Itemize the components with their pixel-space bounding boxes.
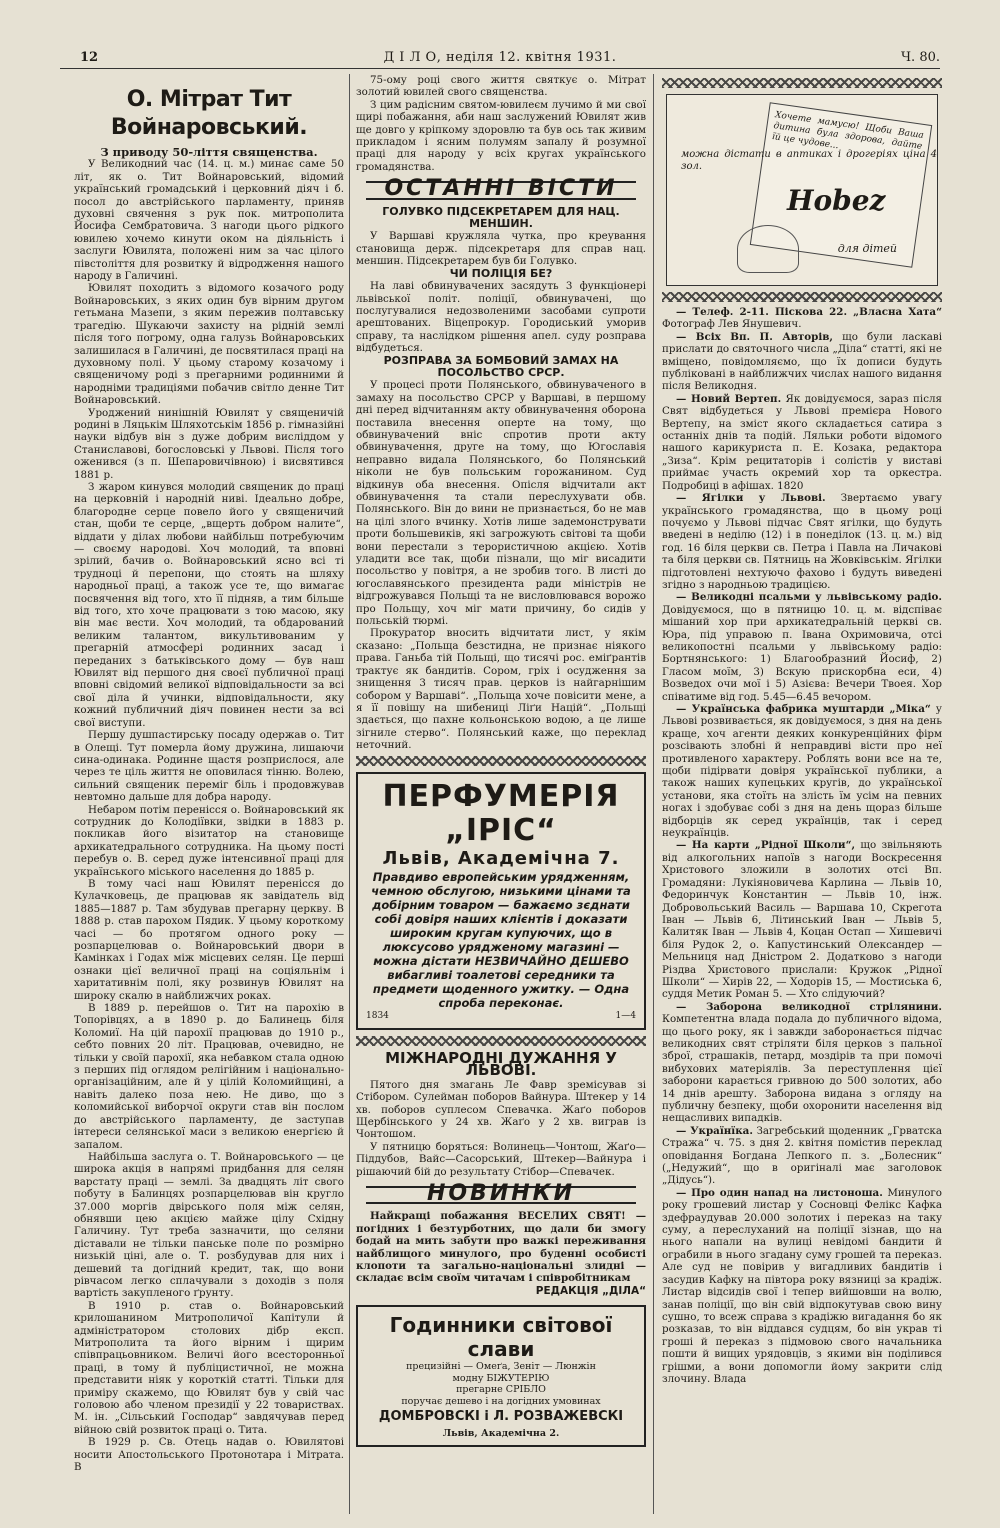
news-item: — Ягілки у Львові. Звертаємо увагу українського громадянства, що в цьому році почуємо у Львові підчас Свят ягілки, що будуть введені в неділю (12) і в понеділок (13. ц. м.) від год. 16 біля церкви св. Петра і Павла на Личакові та біля церкви св. Пятниць на Жовківськім. Ягілки підготовлені нехтуючо фахово і будуть виведені згідно з народньою традицією. (662, 492, 943, 591)
watches-line: поручає дешево і на догідних умовинах (401, 1395, 601, 1407)
perfumery-advert (356, 772, 646, 1030)
greeting-signature: РЕДАКЦІЯ „ДІЛА“ (535, 1284, 646, 1297)
news-item: — Всіх Вп. П. Авторів, що були ласкаві прислати до святочного числа „Діла“ статті, які не вміщено, повідомляємо, що їх дописи будуть публіковані в найближчих числах нашого видання після Великодня. (662, 330, 942, 393)
baby-food-advert (666, 94, 938, 286)
article-paragraph: Ювилят походить з відомого козачого роду Войнаровських, з яких один був вірним другом гетьмана Мазепи, з яким пережив полтавську трагедію. Шукаючи захисту на рідній землі після того погрому, одна галузь Войнаровських залишилася в Галичині, де посвятилася праці на духовному полі. У цьому старому козачому і священичому роді з прегарними родинними й народніми традиціями побачив світло денне Тит Войнаровський. (74, 282, 344, 407)
watches-line: модну БІЖУТЕРІЮ (452, 1372, 550, 1384)
watches-title: Годинники світової слави (389, 1313, 613, 1362)
wrestling-headline: МІЖНАРОДНІ ДУЖАННЯ У ЛЬВОВІ. (385, 1048, 617, 1080)
news-headline: ЧИ ПОЛІЦІЯ БЕ? (449, 266, 553, 280)
news-item: — Українїка. Загребський щоденник „Грватска Стража“ ч. 75. з дня 2. квітня помістив переклад оповідання Богдана Лепкого п. з. „Болесник“ („Недужий“, що в оригіналі має заголовок „Дідусь“). (662, 1124, 942, 1187)
watches-firm: ДОМБРОВСКІ і Л. РОЗВАЖЕВСКІ (378, 1409, 624, 1425)
news-paragraph: На лаві обвинувачених засядуть 3 функціонері львівської політ. поліції, обвинувачені, що послугувалися недозволеними засобами супроти арештованих. Віцепрокур. Городиський уморив справу, та наслідком рішення апел. суду розправа відбудеться. (356, 280, 646, 355)
advert-brand: Hobez (787, 184, 886, 217)
watches-line: прецизійні — Омеґа, Зеніт — Люнжін (406, 1361, 596, 1373)
column-2 (356, 74, 646, 1447)
issue-number: Ч. 80. (901, 50, 940, 65)
article-paragraph: В 1889 р. перейшов о. Тит на парохію в Топорівцях, а в 1890 р. до Балинець біля Коломиї. На цій парохії працював до 1910 р., себто повних 20 літ. Працював, очевидно, не тільки у своїй парохії, яка небавком стала одною з перших під оглядом релігійним і національно-організаційним, але й у цілій Коломийщині, а навіть далеко поза нею. Не диво, що з коломийської виборчої округи став він послом до австрійського парламенту, де заступав інтереси селянської маси з великою енергією й запалом. (74, 1002, 344, 1151)
watches-line: прегарне СРІБЛО (456, 1384, 546, 1396)
page-number: 12 (80, 50, 99, 65)
news-headline: РОЗПРАВА ЗА БОМБОВИЙ ЗАМАХ НА ПОСОЛЬСТВО СРСР. (383, 353, 619, 379)
advert-text: Правдиво европейським урядженням, чемною обслугою, низькими цінами та добірним товаром — бажаємо зєднати собі довіря наших клієнтів і доказати широким кругам купуючих, що в люксусово урядженому магазині — можна дістати НЕЗВИЧАЙНО ДЕШЕВО вибагливі тоалетові середники та предмети щоденного ужитку. — Одна спроба переконає. (371, 869, 631, 1010)
advert-note: Хочете мамусю! Щоби Ваша дитина була здорова, дайте їй це чудове... (750, 102, 932, 267)
advert-address: Львів, Академічна 7. (382, 847, 620, 869)
baby-illustration (737, 225, 799, 273)
advert-title: ПЕРФУМЕРІЯ „ІРІС“ (382, 778, 620, 848)
article-paragraph: У Великодний час (14. ц. м.) минає саме 50 літ, як о. Тит Войнаровський, відомий український громадський і церковний діяч і б. посол до австрійського парламенту, приняв духовні свячення з рук пок. митрополита Йосифа Сембратовича. З нагоди цього рідкого ювилею хочемо кинути оком на діяльність і заслуги Ювилята, положені ним за час цілого півстоліття для розвитку й відродження нашого народу в Галичині. (74, 158, 344, 283)
news-paragraph: У процесі проти Полянського, обвинуваченого в замаху на посольство СРСР у Варшаві, в першому дні перед відчитанням акту обвинувачення оборона поставила внесення оперте на тому, що обвинувачений вніс спротив проти акту обвинувачення, друге на тому, що Югославія неправно видала Полянського, бо Полянський ніколи не був польським горожанином. Суд відкинув оба внесення. Опісля відчитали акт обвинувачення та стали переслухувати обв. Полянського. Він до вини не признається, бо не мав на цілі злого вчинку. Хотів лише задемонструвати проти большевиків, які загрожують світові та щоби вони перестали з терористичною акцією. Хотів уладити все так, щоби пізнали, що міг висадити посольство у повітря, а не зробив того. В листі до югославянського президента ради міністрів не відгрожувався Польщі та не висловлювався ворожо про Польщу, хоч міг мати причину, бо сидів у польській тюрмі. (356, 379, 646, 628)
paper-date-line: Д І Л О, неділя 12. квітня 1931. (383, 50, 617, 65)
article-title: О. Мітрат Тит Войнаровський. (110, 87, 308, 140)
ornament-border (356, 1036, 646, 1046)
wrestling-paragraph: Пятого дня змагань Ле Фавр зремісував зі Стібором. Сулейман поборов Вайнура. Штекер у 14 хв. поборов суплесом Спевачка. Жаґо поборов Щербінського у 24 хв. Жаґо у 2 хв. виграв із Чонтошом. (356, 1078, 646, 1141)
article-paragraph: З цим радісним святом-ювилеєм лучимо й ми свої щирі побажання, аби наш заслужений Ювилят жив ще довго у кріпкому здоровлю та був ось так живим прикладом і ясним полумям запалу й розумної праці для народу у всіх кругах українського громадянства. (356, 98, 646, 173)
advert-codes (366, 1010, 636, 1022)
news-item: — Новий Вертеп. Як довідуємося, зараз після Свят відбудеться у Львові премієра Нового Вертепу, на зміст якого складається сатира з останніх днів та подій. Ляльки роботи відомого нашого карикуриста п. Е. Козака, редактора „Зиза“. Крім рецитаторів і солістів у виставі приймає участь окремий хор та оркестра. Подробиці в афішах. 1820 (662, 392, 942, 492)
masthead (60, 48, 940, 69)
news-item: — Заборона великодної стрілянини. Компетентна влада подала до публичного відома, що цього року, як і завжди заборонається підчас великодних свят стріляти біля церков з пальної зброї, страшаків, петард, моздірів та при помочі вибухових матеріялів. За переступлення цієї заборони карається гривною до 500 золотих, або 14 днів арешту. Заборона видана з огляду на публичну безпеку, щоби охоронити населення від нещасливих випадків. (662, 1000, 942, 1125)
news-paragraph: Прокуратор вносить відчитати лист, у якім сказано: „Польща безстидна, не признає ніякого права. Ганьба тій Польщі, що тисячі рос. еміґрантів трактує як бандитів. Сором, гріх і осудження за знищення 3 тисяч прав. церков із найгарнішим собором у Варшаві“. „Польща хоче повісити мене, а я її повішу на шибениці Ліґи Націй“. „Польщі здається, що пахне кольонською водою, а це лише зігниле стерво“. Полянський каже, що переклад неточний. (356, 627, 646, 752)
news-paragraph: У Варшаві кружляла чутка, про креування становища держ. підсекретаря для справ нац. меншин. Підсекретарем був би Голувко. (356, 230, 646, 268)
greeting-text: Найкращі побажання ВЕСЕЛИХ СВЯТ! — погідних і безтурботних, що дали би змогу бодай на мить забути про важкі переживання найблищого минулого, про буденні особисті клопоти та загально-національні злидні — складає всім своїм читачам і співробітникам (356, 1210, 646, 1285)
article-paragraph: Уроджений нинішній Ювилят у священичій родині в Ляцькім Шляхотськім 1856 р. гімназійні науки відбув він з дуже добрим висліддом у Станиславові, богословські у Львові. Після того оженився (з п. Шепаровичівною) і висвятився 1881 р. (74, 406, 344, 481)
advert-code-left: 1834 (366, 1010, 389, 1021)
ornament-border (662, 78, 942, 88)
advert-availability: можна дістати в аптиках і дрогеріях ціна 4 зол. (681, 149, 937, 172)
news-headline: ГОЛУВКО ПІДСЕКРЕТАРЕМ ДЛЯ НАЦ. МЕНШИН. (382, 204, 620, 231)
advert-tagline: для дітей (837, 241, 897, 255)
novynky-heading: НОВИНКИ (366, 1186, 636, 1204)
news-item: — Українська фабрика муштарди „Міка“ у Львові розвивається, як довідуємося, з дня на день краще, хоч агенти деяких конкуренційних фірм розсівають злобні й неправдиві вісти про неї противленого характеру. Роблять вони все на те, щоби підірвати довіря української публики, а також наших купецьких кругів, до української установи, яка стоїть на злість їм усім на певних ногах і здобуває собі з дня на день щораз більше відборців як серед українців, так і серед неукраїнців. (662, 703, 942, 840)
column-1 (74, 74, 344, 1473)
column-rule-1 (349, 74, 350, 1514)
news-item: — На карти „Рідної Школи“, що звільняють від алкогольних напоїв з нагоди Воскресення Христового зложили в золотих отсі Вп. Громадяни: Лукіяновичева Карлина — Львів 10, Федоринчук Константин — Львів 10, інж. Добровольський Василь — Варшава 10, Скрегота Іван — Львів 6, Літинський Іван — Львів 5, Калитяк Іван — Львів 4, Коцан Остап — Хишевичі біля Рудок 2, о. Капустинський Олександер — Мельниця над Дністром 2. Додатково з нагоди Різдва Христового прислали: Кружок „Рідної Школи“ — Хирів 22, — Ходорів 15, — Мостиська 6, суддя Метик Роман 5. — Хто слідуючий? (662, 839, 942, 1001)
article-paragraph: В 1910 р. став о. Войнаровський крилошанином Митрополичої Капітули й адміністратором столових дібр експ. Митрополита та його вірним і щирим співпрацьовником. Величі його всесторонньої праці, в тому й публіцистичної, не можна представити ніяк у короткій статті. Тільки для приміру скажемо, що Ювилят був у свій час головою або членом президії у 22 товариствах. М. ін. „Сільський Господар“ завдячував перед війною свій розвиток праці о. Тита. (74, 1299, 344, 1436)
article-subtitle: З приводу 50-ліття священства. (100, 145, 318, 159)
column-rule-2 (653, 74, 654, 1514)
news-list (662, 306, 942, 1385)
article-paragraph: 75-ому році свого життя святкує о. Мітрат золотий ювилей свого священства. (356, 74, 646, 99)
watches-address: Львів, Академічна 2. (442, 1427, 560, 1439)
wrestling-paragraph: У пятницю боряться: Волинець—Чонтош, Жаґо—Піддубов, Вайс—Сасорський, Штекер—Вайнура і рішаючий бій до результату Стібор—Спевачек. (356, 1140, 646, 1178)
ornament-border (356, 756, 646, 766)
latest-news-heading: ОСТАННІ ВІСТИ (366, 181, 636, 199)
column-3 (662, 74, 942, 1385)
ornament-border (662, 292, 942, 302)
article-paragraph: З жаром кинувся молодий священик до праці на церковній і народній ниві. Ідеально добре, благородне серце повело його у священичий стан, щоби те серце, „вщерть добром налите“, віддати у ділах любови найбільш потребуючим — своєму народові. Хоч молодий, та вповні зрілий, бачив о. Войнаровський ясно всі ті трудноці й перепони, що стоять на шляху народньої праці, а також усе те, що вимагає посвячення від того, хто її підняв, а тим більше від того, хто хоче працювати з тою масою, яку він має вести. Хоч молодий, та обдарований великим талантом, викультивованим у прегарній атмосфері родинних засад і переданих з батьківського дому — був наш Ювилят від першого дня своєї публичної праці вповні свідомий великої відповідальности за всі свої діла й учинки, відповідальности, яку кожний публичний діяч повинен нести за всі свої виступи. (74, 480, 344, 729)
article-paragraph: Найбільша заслуга о. Т. Войнаровського — це широка акція в напрямі придбання для селян варстату праці — землі. За двадцять літ свого побуту в Балинцях розпарцелював він кругло 37.000 моргів двірського поля між селян, обнявши цею акцією майже цілу Східну Галичину. Тут треба зазначити, що селяни діставали не тільки панське поле по розмірно низькій ціні, але о. Т. розбудував для них і дешевий та догідний кредит, так, що вони рівчасом легко сплачували з доходів з поля вартість закупленого ґрунту. (74, 1150, 344, 1300)
watches-advert (356, 1305, 646, 1447)
article-paragraph: В тому часі наш Ювилят перенісся до Кулачковець, де працював як завідатель від 1885—1887 р. Там збудував прегарну церкву. В 1888 р. став парохом Пядик. У цьому короткому часі — бо протягом одного року — розпарцелював о. Войнаровський двори в Камінках і Годах між місцевих селян. Це перші ознаки цієї величної праці на соціяльнім і харитативнім полі, яку розвинув Ювилят на широку скалю в найближчих роках. (74, 877, 344, 1002)
news-item: — Телеф. 2-11. Піскова 22. „Власна Хата“ Фотограф Лев Янушевич. (662, 306, 942, 331)
article-paragraph: Першу душпастирську посаду одержав о. Тит в Олещі. Тут померла йому дружина, лишаючи сина-одинака. Родинне щастя розприслося, але через те ціль життя не оповилася тінню. Волею, сильний священик переміг біль і продовжував невтомно дальше для добра народу. (74, 729, 344, 804)
article-paragraph: В 1929 р. Св. Отець надав о. Ювилятові носити Апостольського Протонотара і Мітрата. В (74, 1436, 344, 1474)
news-item: — Великодні псальми у львівському радіо. Довідуємося, що в пятницю 10. ц. м. відспіває мішаний хор при архикатедральній церкві св. Юра, під управою п. Івана Охримовича, отсі великопостні псальми у львівському радіо: Бортнянського: 1) Благообразний Йосиф, 2) Гласом моїм, 3) Вскую прискорбна еси, 4) Возведох очи мої і 5) Азієва: Вечери Твоея. Хор співатиме від год. 5.45—6.45 вечором. (662, 591, 942, 703)
article-paragraph: Небаром потім перенісся о. Войнаровський як сотрудник до Колодіївки, звідки в 1883 р. покликав його візитатор на становище архикатедрального сотрудника. На цьому пості перебув о. В. серед дуже інтенсивної праці для українського міського населення до 1885 р. (74, 803, 344, 878)
news-item: — Про один напад на листоноша. Минулого року грошевий листар у Сосновці Фелікс Кафка здефраудував 20.000 золотих і переказ на таку суму, а переслуханий на поліції зізнав, що на нього напали на вулиці невідомі бандити й ограбили в нього згадану суму грошей та переказ. Але суд не повірив у вигадливих бандитів і засудив Кафку на півтора року вязниці за крадіж. Листар відсидів свої і тепер вийшовши на волю, занав поліції, що він свій відпокутував свою вину сушно, то всеж справа з крадіжю вигадання бо як розказав, то він віддався судцям, бо він украв ті гроші й переказ з підмовою свого начальника пошти й вищих урядовців, з якими він поділився грішми, а вони допомогли йому закрити слід злочину. Влада (662, 1186, 942, 1385)
advert-code-right: 1—4 (615, 1010, 636, 1021)
